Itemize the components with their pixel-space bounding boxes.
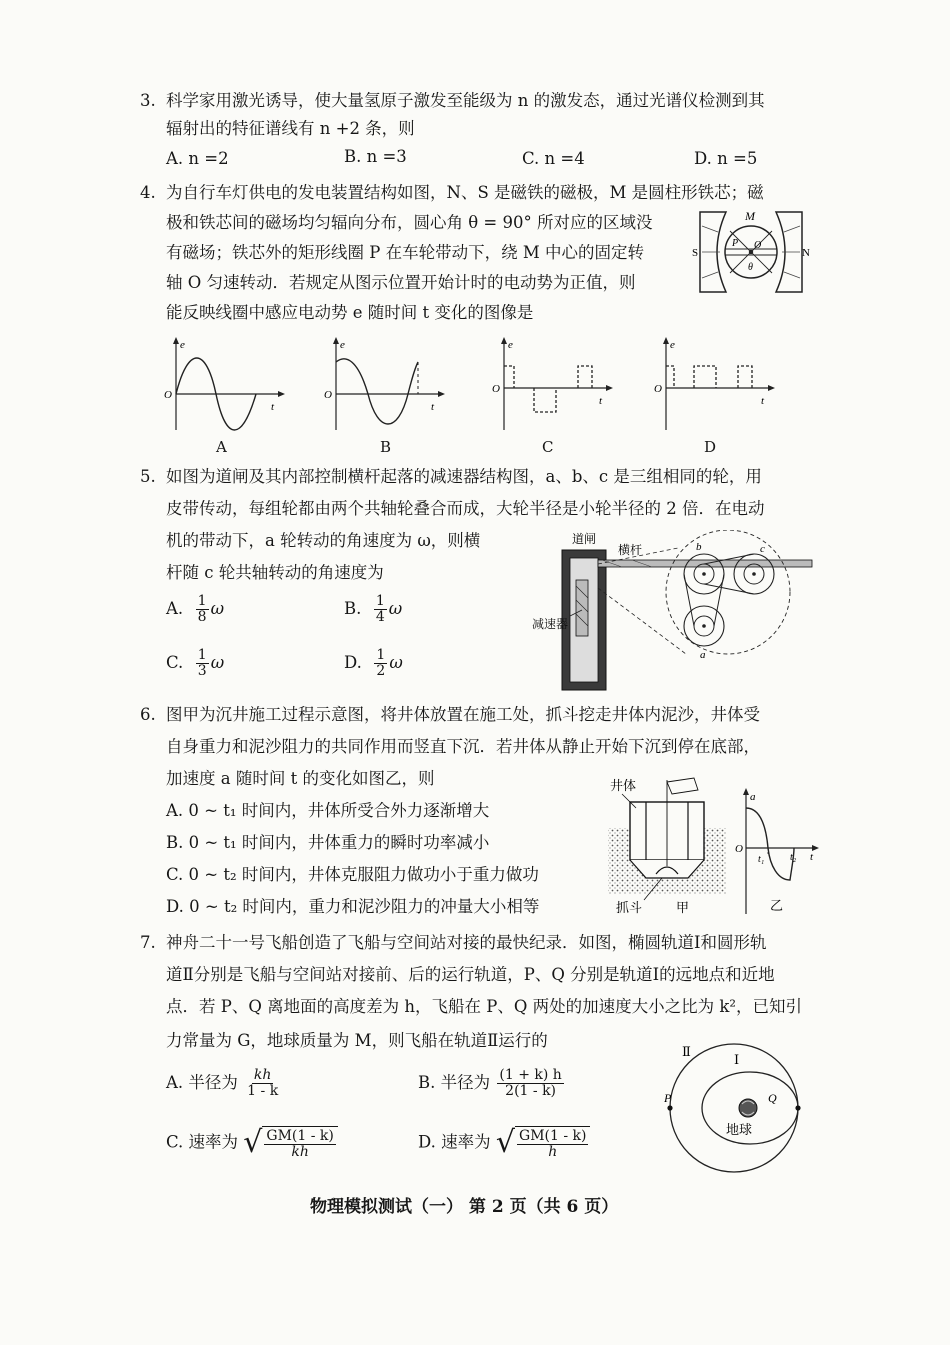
q4-fig-label-s: S [692,247,699,259]
q4-graph-d-e: e [670,339,675,351]
q4-graph-c [486,336,614,432]
q4-graph-d [648,336,776,432]
q5-stem-line4: 杆随 c 轮共轴转动的角速度为 [166,563,384,582]
q5-option-c: C. $\frac{1}{3}$ ω [166,647,225,679]
q7-d-num: GM(1 - k) [519,1128,587,1144]
q4-number: 4. [140,183,156,202]
q4-stem-line4: 轴 O 匀速转动．若规定从图示位置开始计时的电动势为正值，则 [166,273,636,292]
q4-graph-a-t: t [271,401,275,413]
q5-d-num: 1 [376,647,386,663]
q5-option-b: B. $\frac{1}{4}$ ω [344,593,403,625]
q7-c-den: kh [291,1144,309,1160]
q6-stem-line3: 加速度 a 随时间 t 的变化如图乙，则 [166,769,435,788]
q6-well-figure [606,774,732,916]
q4-graph-b [318,336,446,432]
q6-option-c: C. 0 ~ t₂ 时间内，井体克服阻力做功小于重力做功 [166,865,539,884]
q5-b-den: 4 [375,609,385,625]
q4-fig-label-n: N [802,247,810,259]
q4-graph-a-e: e [180,339,185,351]
q7-option-b: B. 半径为 $\frac{(1 + k) h}{2(1 - k)}$ [418,1067,562,1099]
q4-graph-label-d: D [704,438,717,456]
q6-option-b: B. 0 ~ t₁ 时间内，井体重力的瞬时功率减小 [166,833,490,852]
q6-graph-a-label: a [750,791,756,803]
q7-stem-line4: 力常量为 G，地球质量为 M，则飞船在轨道Ⅱ运行的 [166,1031,548,1050]
q7-stem-line1: 神舟二十一号飞船创造了飞船与空间站对接的最快纪录．如图，椭圆轨道Ⅰ和圆形轨 [166,933,767,952]
q5-a-num: 1 [197,593,207,609]
q5-stem-line2: 皮带传动，每组轮都由两个共轴轮叠合而成，大轮半径是小轮半径的 2 倍．在电动 [166,499,765,518]
q4-graph-a [158,336,286,432]
q6-option-d: D. 0 ~ t₂ 时间内，重力和泥沙阻力的冲量大小相等 [166,897,540,916]
q4-graph-label-a: A [216,438,227,456]
q3-number: 3. [140,91,156,110]
q7-a-num: kh [253,1067,272,1083]
q7-d-den: h [548,1144,558,1160]
q4-graph-d-t: t [761,395,765,407]
q4-graph-b-t: t [431,401,435,413]
q7-b-den: 2(1 - k) [505,1083,557,1099]
q6-fig-jia-label: 甲 [676,901,690,916]
q6-graph-o-label: O [735,843,743,855]
q4-graph-b-o: O [324,389,332,401]
q5-fig-gate-label: 道闸 [572,532,597,546]
q7-fig-label-p: P [664,1091,672,1105]
q4-fig-label-o: O [754,240,762,251]
q7-orbit-figure [664,1036,804,1176]
page-footer: 物理模拟测试（一） 第 2 页（共 6 页） [310,1197,619,1217]
q4-graph-b-e: e [340,339,345,351]
q6-graph-t1-label: t₁ [758,854,765,865]
q7-number: 7. [140,933,156,952]
q5-option-a: A. $\frac{1}{8}$ ω [166,593,225,625]
q7-stem-line2: 道Ⅱ分别是飞船与空间站对接前、后的运行轨道，P、Q 分别是轨道Ⅰ的远地点和近地 [166,965,775,984]
q7-fig-label-q: Q [768,1091,777,1105]
q5-gate-reducer-figure [532,530,814,696]
q6-option-a: A. 0 ~ t₁ 时间内，井体所受合外力逐渐增大 [166,801,490,820]
q4-graph-c-o: O [492,383,500,395]
q4-graph-c-t: t [599,395,603,407]
q3-option-a: A. n =2 [166,149,229,168]
q7-fig-earth-label: 地球 [726,1123,753,1138]
q6-accel-graph [732,786,820,916]
q6-graph-t2-label: t₂ [790,852,797,863]
q7-a-den: 1 - k [247,1083,279,1099]
q7-stem-line3: 点．若 P、Q 离地面的高度差为 h，飞船在 P、Q 两处的加速度大小之比为 k²，已知引 [166,997,802,1016]
q5-fig-c-label: c [760,543,765,555]
q5-b-num: 1 [375,593,385,609]
q4-fig-label-p: P [732,238,739,249]
q6-fig-yi-label: 乙 [770,899,784,914]
q6-stem-line2: 自身重力和泥沙阻力的共同作用而竖直下沉．若井体从静止开始下沉到停在底部， [166,737,760,756]
q6-graph-t-label: t [810,851,814,863]
q7-b-num: (1 + k) h [499,1067,562,1083]
q5-c-num: 1 [197,647,207,663]
q5-number: 5. [140,467,156,486]
q5-d-den: 2 [376,663,386,679]
q6-fig-well-label: 井体 [610,779,637,794]
q4-stem-line3: 有磁场；铁芯外的矩形线圈 P 在车轮带动下，绕 M 中心的固定转 [166,243,644,262]
q3-option-c: C. n =4 [522,149,585,168]
q4-stem-line5: 能反映线圈中感应电动势 e 随时间 t 变化的图像是 [166,303,534,322]
q5-a-den: 8 [197,609,207,625]
q6-number: 6. [140,705,156,724]
q3-stem-line2: 辐射出的特征谱线有 n +2 条，则 [166,119,415,138]
q4-graph-c-e: e [508,339,513,351]
q4-graph-label-c: C [542,438,554,456]
q7-c-num: GM(1 - k) [266,1128,334,1144]
q4-stem-line1: 为自行车灯供电的发电装置结构如图，N、S 是磁铁的磁极，M 是圆柱形铁芯；磁 [166,183,764,202]
q4-generator-figure [692,206,810,298]
q4-graph-d-o: O [654,383,662,395]
q5-stem-line3: 机的带动下，a 轮转动的角速度为 ω，则横 [166,531,481,550]
q4-stem-line2: 极和铁芯间的磁场均匀辐向分布，圆心角 θ = 90° 所对应的区域没 [166,213,653,232]
q7-option-c: C. 速率为 √ $\frac{GM(1 - k)}{kh}$ [166,1126,338,1160]
q4-fig-label-theta: θ [748,262,753,273]
q7-option-d: D. 速率为 √ $\frac{GM(1 - k)}{h}$ [418,1126,590,1160]
q7-fig-label-i: Ⅰ [734,1052,740,1067]
q4-fig-label-m: M [745,209,755,223]
q4-graph-label-b: B [380,438,392,456]
q5-fig-b-label: b [696,541,702,553]
q3-option-b: B. n =3 [344,147,407,166]
q5-fig-reducer-label: 减速器 [532,617,569,631]
q7-fig-label-ii: Ⅱ [682,1044,691,1059]
q3-stem-line1: 科学家用激光诱导，使大量氢原子激发至能级为 n 的激发态，通过光谱仪检测到其 [166,91,765,110]
q3-option-d: D. n =5 [694,149,758,168]
q5-fig-a-label: a [700,649,706,661]
q5-c-den: 3 [197,663,207,679]
q7-option-a: A. 半径为 $\frac{kh}{1 - k}$ [166,1067,279,1099]
q4-graph-a-o: O [164,389,172,401]
q5-stem-line1: 如图为道闸及其内部控制横杆起落的减速器结构图，a、b、c 是三组相同的轮，用 [166,467,762,486]
q6-fig-grab-label: 抓斗 [616,901,643,916]
q5-fig-bar-label: 横杆 [618,543,643,557]
q6-stem-line1: 图甲为沉井施工过程示意图，将井体放置在施工处，抓斗挖走井体内泥沙，井体受 [166,705,760,724]
q5-option-d: D. $\frac{1}{2}$ ω [344,647,403,679]
